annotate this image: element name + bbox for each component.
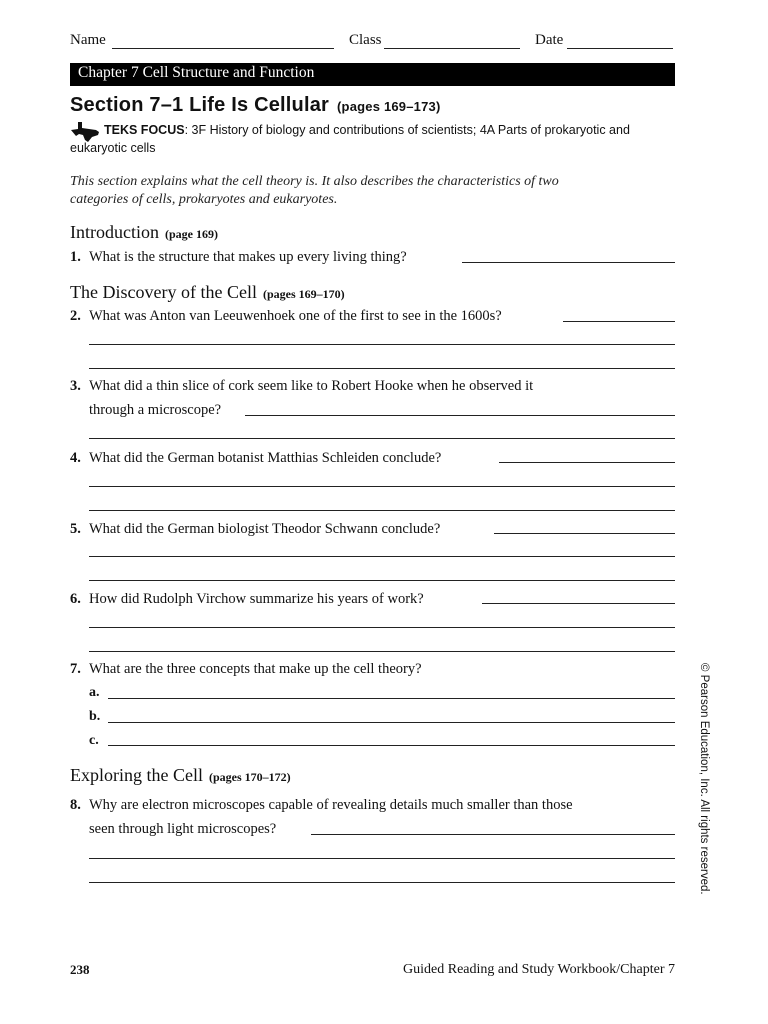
q6-answer-line-3[interactable]: [89, 651, 675, 652]
q8-answer-line-1[interactable]: [311, 834, 675, 835]
heading-introduction: [70, 222, 218, 243]
q8-number: 8.: [70, 797, 81, 813]
q1-answer-line[interactable]: [462, 262, 675, 263]
q4-text: What did the German botanist Matthias Schleiden conclude?: [89, 450, 442, 466]
q4-answer-line-3[interactable]: [89, 510, 675, 511]
heading-exploring-title: Exploring the Cell: [70, 765, 203, 785]
q1-text: What is the structure that makes up every living thing?: [89, 249, 407, 265]
teks-label: TEKS FOCUS: [104, 123, 185, 137]
name-label: Name: [70, 32, 106, 48]
q2-answer-line-2[interactable]: [89, 344, 675, 345]
q6-answer-line-2[interactable]: [89, 627, 675, 628]
heading-introduction-pages: (page 169): [164, 227, 218, 241]
q3-answer-line-2[interactable]: [89, 438, 675, 439]
chapter-title: Chapter 7 Cell Structure and Function: [78, 64, 315, 81]
heading-discovery-pages: (pages 169–170): [262, 287, 345, 301]
q5-answer-line-1[interactable]: [494, 533, 675, 534]
class-label: Class: [349, 32, 382, 48]
q3-text-line1: What did a thin slice of cork seem like to Robert Hooke when he observed it: [89, 378, 534, 394]
section-pages: (pages 169–173): [337, 99, 441, 114]
date-field[interactable]: [567, 48, 673, 49]
q8-answer-line-3[interactable]: [89, 882, 675, 883]
q4-answer-line-1[interactable]: [499, 462, 675, 463]
q1-number: 1.: [70, 249, 81, 265]
name-field[interactable]: [112, 48, 334, 49]
section-title-text: Section 7–1 Life Is Cellular: [70, 94, 330, 116]
class-field[interactable]: [384, 48, 520, 49]
heading-discovery: [70, 282, 345, 303]
q4-number: 4.: [70, 450, 81, 466]
q7-a-answer-line[interactable]: [108, 698, 675, 699]
q6-answer-line-1[interactable]: [482, 603, 675, 604]
q7-number: 7.: [70, 661, 81, 677]
q7-b-answer-line[interactable]: [108, 722, 675, 723]
copyright-notice: [696, 663, 710, 895]
q4-answer-line-2[interactable]: [89, 486, 675, 487]
section-title: [70, 94, 440, 117]
heading-exploring: [70, 765, 291, 786]
q8-answer-line-2[interactable]: [89, 858, 675, 859]
q5-answer-line-2[interactable]: [89, 556, 675, 557]
page-number: 238: [70, 962, 90, 977]
q3-number: 3.: [70, 378, 81, 394]
q6-number: 6.: [70, 591, 81, 607]
q2-answer-line-3[interactable]: [89, 368, 675, 369]
q7-text: What are the three concepts that make up the cell theory?: [89, 661, 422, 677]
q2-number: 2.: [70, 308, 81, 324]
teks-text: : 3F History of biology and contributions of scientists; 4A Parts of prokaryotic and eukaryotic cells: [70, 123, 630, 155]
q8-text-line1: Why are electron microscopes capable of revealing details much smaller than those: [89, 797, 573, 813]
q5-number: 5.: [70, 521, 81, 537]
q2-text: What was Anton van Leeuwenhoek one of the first to see in the 1600s?: [89, 308, 502, 324]
q8-text-line2: seen through light microscopes?: [89, 821, 277, 837]
q7-c-label: c.: [89, 733, 99, 748]
section-intro: This section explains what the cell theory is. It also describes the characteristics of two categories of cells, prokaryotes and eukaryotes.: [70, 174, 559, 207]
heading-exploring-pages: (pages 170–172): [208, 770, 291, 784]
q7-a-label: a.: [89, 685, 100, 700]
heading-introduction-title: Introduction: [70, 222, 159, 242]
q7-b-label: b.: [89, 709, 101, 724]
copyright-text: © Pearson Education, Inc. All rights reserved.: [698, 663, 710, 895]
q5-answer-line-3[interactable]: [89, 580, 675, 581]
q3-text-line2: through a microscope?: [89, 402, 222, 418]
teks-focus: [70, 121, 680, 157]
q2-answer-line-1[interactable]: [563, 321, 675, 322]
q6-text: How did Rudolph Virchow summarize his years of work?: [89, 591, 424, 607]
date-label: Date: [535, 32, 564, 48]
q3-answer-line-1[interactable]: [245, 415, 675, 416]
heading-discovery-title: The Discovery of the Cell: [70, 282, 257, 302]
q7-c-answer-line[interactable]: [108, 745, 675, 746]
q5-text: What did the German biologist Theodor Schwann conclude?: [89, 521, 441, 537]
footer-book-title: Guided Reading and Study Workbook/Chapter 7: [403, 962, 675, 977]
chapter-bar: [70, 63, 675, 86]
